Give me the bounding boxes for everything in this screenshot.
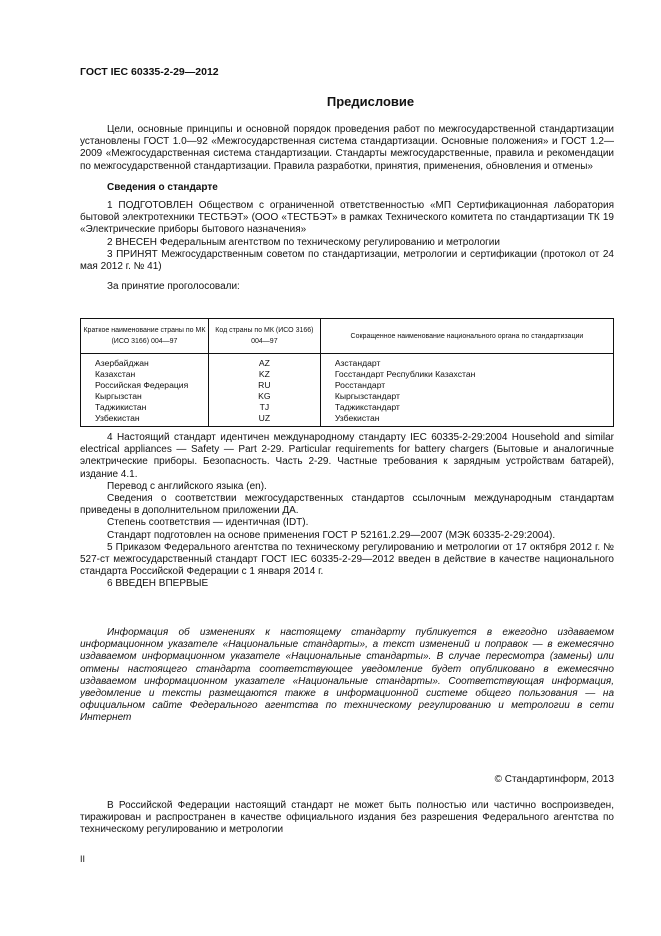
body: Азстандарт xyxy=(320,354,613,370)
code: UZ xyxy=(208,413,320,427)
code: TJ xyxy=(208,402,320,413)
code: KZ xyxy=(208,369,320,380)
page-number: II xyxy=(80,854,86,864)
col-header-country: Краткое наименование страны по МК (ИСО 3166) 004—97 xyxy=(81,319,209,354)
body: Таджикстандарт xyxy=(320,402,613,413)
details-block xyxy=(80,432,614,591)
degree-note: Степень соответствия — идентичная (IDT). xyxy=(107,517,309,529)
item-3: 3 ПРИНЯТ Межгосударственным советом по стандартизации, метрологии и сертификации (протокол от 24 мая 2012 г. № 41) xyxy=(80,248,614,273)
copyright: © Стандартинформ, 2013 xyxy=(494,774,614,785)
item-5: 5 Приказом Федерального агентства по техническому регулированию и метрологии от 17 октября 2012 г. № 527-ст межгосударственный стандарт ГОСТ IEC 60335-2-29—2012 введен в действие в качестве национального стандарта Российской Федерации с 1 января 2014 г. xyxy=(80,541,614,578)
table-row xyxy=(81,369,614,380)
col-header-body: Сокращенное наименование национального органа по стандартизации xyxy=(320,319,613,354)
col-header-code: Код страны по МК (ИСО 3166) 004—97 xyxy=(208,319,320,354)
table-row xyxy=(81,380,614,391)
document-header: ГОСТ IEC 60335-2-29—2012 xyxy=(80,66,219,78)
voting-table xyxy=(80,318,614,427)
table-row xyxy=(81,391,614,402)
item-6: 6 ВВЕДЕН ВПЕРВЫЕ xyxy=(107,578,209,590)
body: Узбекистан xyxy=(320,413,613,427)
table-row xyxy=(81,402,614,413)
item-1: 1 ПОДГОТОВЛЕН Обществом с ограниченной ответственностью «МП Сертификационная лаборатория бытовой электротехники ТЕСТБЭТ» (ООО «ТЕСТБЭТ» в рамках Технического комитета по стандартизации ТК 19 «Электрические приборы бытового назначения» xyxy=(80,200,614,236)
country: Кыргызстан xyxy=(81,391,209,402)
country: Таджикистан xyxy=(81,402,209,413)
basis-note: Стандарт подготовлен на основе применения ГОСТ Р 52161.2.29—2007 (МЭК 60335-2-29:2004). xyxy=(107,529,556,541)
table-row xyxy=(81,354,614,370)
section-heading: Сведения о стандарте xyxy=(107,181,218,193)
code: AZ xyxy=(208,354,320,370)
translation-note: Перевод с английского языка (en). xyxy=(107,480,267,492)
conformity-note: Сведения о соответствии межгосударственных стандартов ссылочным международным стандартам приведены в дополнительном приложении ДА. xyxy=(80,493,614,517)
body: Госстандарт Республики Казахстан xyxy=(320,369,613,380)
voted-label: За принятие проголосовали: xyxy=(107,281,240,293)
rights-paragraph: В Российской Федерации настоящий стандарт не может быть полностью или частично воспроизведен, тиражирован и распространен в качестве официального издания без разрешения Федерального агентства по техническому регулированию и метрологии xyxy=(80,800,614,836)
country: Российская Федерация xyxy=(81,380,209,391)
country: Узбекистан xyxy=(81,413,209,427)
page-title: Предисловие xyxy=(326,94,415,109)
code: KG xyxy=(208,391,320,402)
intro-paragraph: Цели, основные принципы и основной порядок проведения работ по межгосударственной стандартизации установлены ГОСТ 1.0—92 «Межгосударственная система стандартизации. Основные положения» и ГОСТ 1.2—2009 «Межгосударственная система стандартизации. Стандарты межгосударственные, правила и рекомендации по межгосударственной стандартизации. Правила разработки, принятия, применения, обновления и отмены» xyxy=(80,124,614,172)
notice-block xyxy=(80,627,614,725)
body: Росстандарт xyxy=(320,380,613,391)
notice-paragraph: Информация об изменениях к настоящему стандарту публикуется в ежегодно издаваемом информационном указателе «Национальные стандарты», а текст изменений и поправок — в ежемесячно издаваемом информационном указателе «Национальные стандарты». В случае пересмотра (замены) или отмены настоящего стандарта соответствующее уведомление будет опубликовано в ежемесячно издаваемом информационном указателе «Национальные стандарты». Соответствующая информация, уведомление и тексты размещаются также в информационной системе общего пользования — на официальном сайте Федерального агентства по техническому регулированию и метрологии в сети Интернет xyxy=(80,627,614,724)
intro-block xyxy=(80,124,614,293)
table-row xyxy=(81,413,614,427)
country: Казахстан xyxy=(81,369,209,380)
code: RU xyxy=(208,380,320,391)
item-4: 4 Настоящий стандарт идентичен международному стандарту IEC 60335-2-29:2004 Household and similar electrical appliances — Safety — Part 2-29. Particular requirements for battery chargers (Бытовые и аналогичные электрические приборы. Безопасность. Часть 2-29. Частные требования к зарядным устройствам батарей), издание 4.1. xyxy=(80,432,614,480)
rights-block xyxy=(80,800,614,837)
body: Кыргызстандарт xyxy=(320,391,613,402)
item-2: 2 ВНЕСЕН Федеральным агентством по техническому регулированию и метрологии xyxy=(107,236,500,248)
country: Азербайджан xyxy=(81,354,209,370)
